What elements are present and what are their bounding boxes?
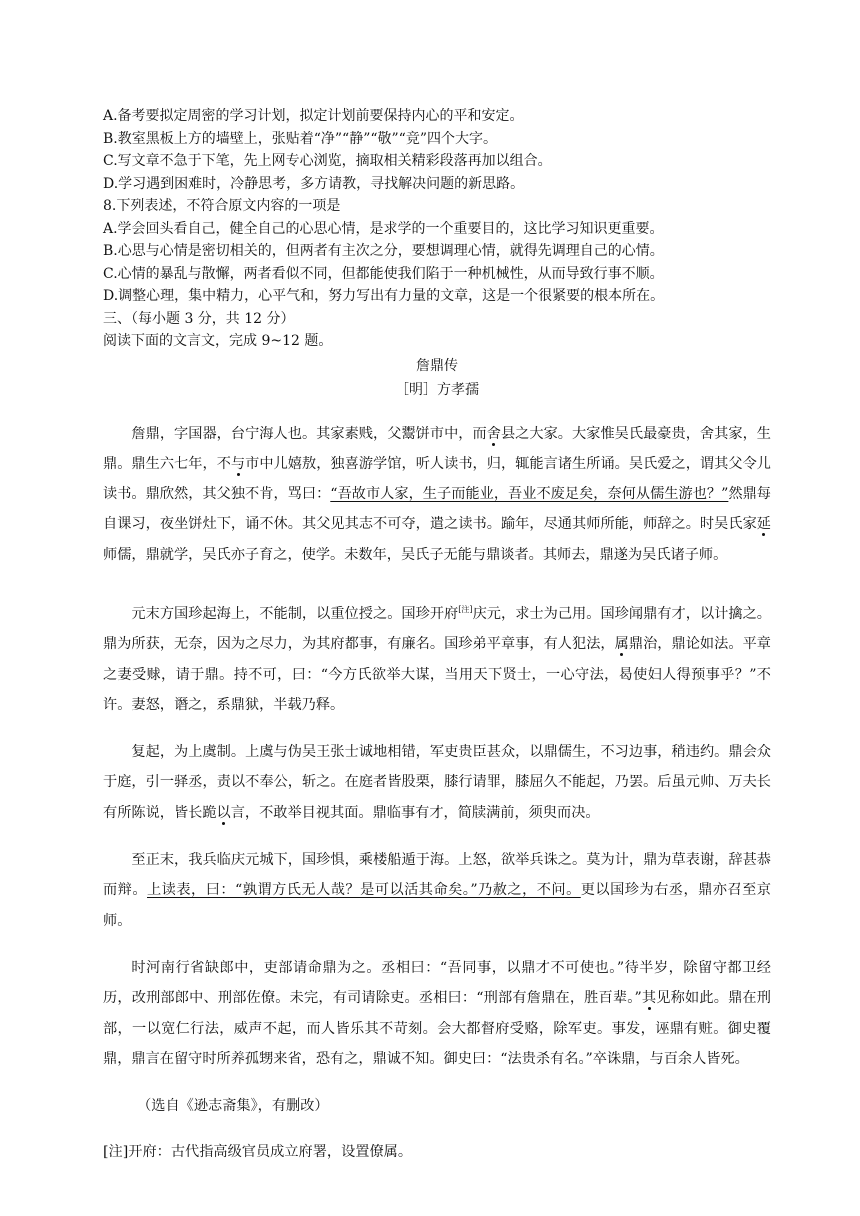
q8-stem: 8.下列表述，不符合原文内容的一项是	[103, 198, 341, 214]
footnote: [注]开府：古代指高级官员成立府署，设置僚属。	[103, 1144, 413, 1161]
passage-paragraph-4: 至正末，我兵临庆元城下，国珍惧，乘楼船遁于海。上怒，欲举兵诛之。莫为计，鼎为草表谢，辞甚恭而辩。上读表，曰：“孰谓方氏无人哉？是可以活其命矣。”乃赦之，不问。更以国珍为右丞，鼎亦召至京师。	[103, 852, 771, 929]
q7-option-a: A.备考要拟定周密的学习计划，拟定计划前要保持内心的平和安定。	[103, 108, 524, 124]
section-heading: 三、（每小题 3 分，共 12 分）	[103, 310, 295, 327]
q8-option-a: A.学会回头看自己，健全自己的心思心情，是求学的一个重要目的，这比学习知识更重要。	[103, 220, 664, 237]
underlined-sentence: “吾故市人家，生子而能业，吾业不废足矣，奈何从儒生游也？”	[330, 486, 729, 503]
passage-paragraph-5: 时河南行省缺郎中，吏部请命鼎为之。丞相曰：“吾同事，以鼎才不可使也。”待半岁，除留守都卫经历，改刑部郎中、刑部佐僚。未完，有司请除吏。丞相曰：“刑部有詹鼎在，胜百辈。”其见称如此。鼎在刑部，一以宽仁行法，威声不起，而人皆乐其不苛刻。会大都督府受赂，除军吏。事发，诬鼎有赃。御史覆鼎，鼎言在留守时所养孤甥来省，恐有之，鼎诚不知。御史曰：“法贵杀有名。”卒诛鼎，与百余人皆死。	[103, 959, 771, 1067]
section-instruction: 阅读下面的文言文，完成 9~12 题。	[103, 333, 333, 349]
q7-option-c: C.写文章不急于下笔，先上网专心浏览，摘取相关精彩段落再加以组合。	[103, 153, 552, 169]
passage-paragraph-3: 复起，为上虞制。上虞与伪吴王张士诚地相错，军吏贵臣甚众，以鼎儒生，不习边事，稍违约。鼎会众于庭，引一驿丞，责以不奉公，斩之。在庭者皆股栗，膝行请罪，膝屈久不能起，乃罢。后虽元帅、万夫长有所陈说，皆长跪以言，不敢举目视其面。鼎临事有才，简牍满前，须臾而决。	[103, 744, 771, 821]
dotted-word: 以	[216, 804, 231, 821]
q7-option-d: D.学习遇到困难时，冷静思考，多方请教，寻找解决问题的新思路。	[103, 175, 525, 192]
passage-paragraph-1: 詹鼎，字国器，台宁海人也。其家素贱，父鬻饼市中，而舍县之大家。大家惟吴氏最豪贵，舍其家，生鼎。鼎生六七年，不与市中儿嬉敖，独喜游学馆，听人读书，归，辄能言诸生所诵。吴氏爱之，谓其父令儿读书。鼎欣然，其父独不肯，骂曰：“吾故市人家，生子而能业，吾业不废足矣，奈何从儒生游也？”然鼎每自课习，夜坐饼灶下，诵不休。其父见其志不可夺，遣之读书。踰年，尽通其师所能，师辞之。时吴氏家延师儒，鼎就学，吴氏亦子育之，使学。未数年，吴氏子无能与鼎谈者。其师去，鼎遂为吴氏诸子师。	[103, 425, 771, 563]
passage-title: 詹鼎传	[416, 357, 458, 374]
dotted-word: 属	[614, 636, 629, 653]
passage-paragraph-2: 元末方国珍起海上，不能制，以重位授之。国珍开府[注]庆元，求士为己用。国珍闻鼎有才，以计擒之。鼎为所获，无奈，因为之尽力，为其府都事，有廉名。国珍弟平章事，有人犯法，属鼎治，鼎论如法。平章之妻受赇，请于鼎。持不可，曰：“今方氏欲举大谋，当用天下贤士，一心守法，曷使妇人得预事乎？”不许。妻怒，谮之，系鼎狱，半载乃释。	[103, 604, 771, 713]
q7-option-b: B.教室黑板上方的墙壁上，张贴着“净”“静”“敬”“竞”四个大字。	[103, 130, 497, 147]
q8-option-b: B.心思与心情是密切相关的，但两者有主次之分，要想调理心情，就得先调理自己的心情。	[103, 243, 664, 259]
q8-option-c: C.心情的暴乱与散懈，两者看似不同，但都能使我们陷于一种机械性，从而导致行事不顺。	[103, 265, 664, 282]
underlined-sentence: 上读表，曰：“孰谓方氏无人哉？是可以活其命矣。”乃赦之，不问。	[147, 882, 581, 899]
dotted-word: 延	[756, 516, 771, 533]
source-citation: （选自《逊志斋集》，有删改）	[137, 1098, 329, 1115]
q8-option-d: D.调整心理，集中精力，心平气和，努力写出有力量的文章，这是一个很紧要的根本所在。	[103, 288, 665, 304]
exam-page	[103, 105, 771, 1167]
footnote-marker: [注]	[458, 604, 473, 614]
passage-author: ［明］方孝孺	[395, 381, 479, 398]
dotted-word: 其	[641, 990, 657, 1007]
dotted-word: 与	[230, 455, 246, 472]
dotted-word: 舍	[486, 425, 501, 442]
